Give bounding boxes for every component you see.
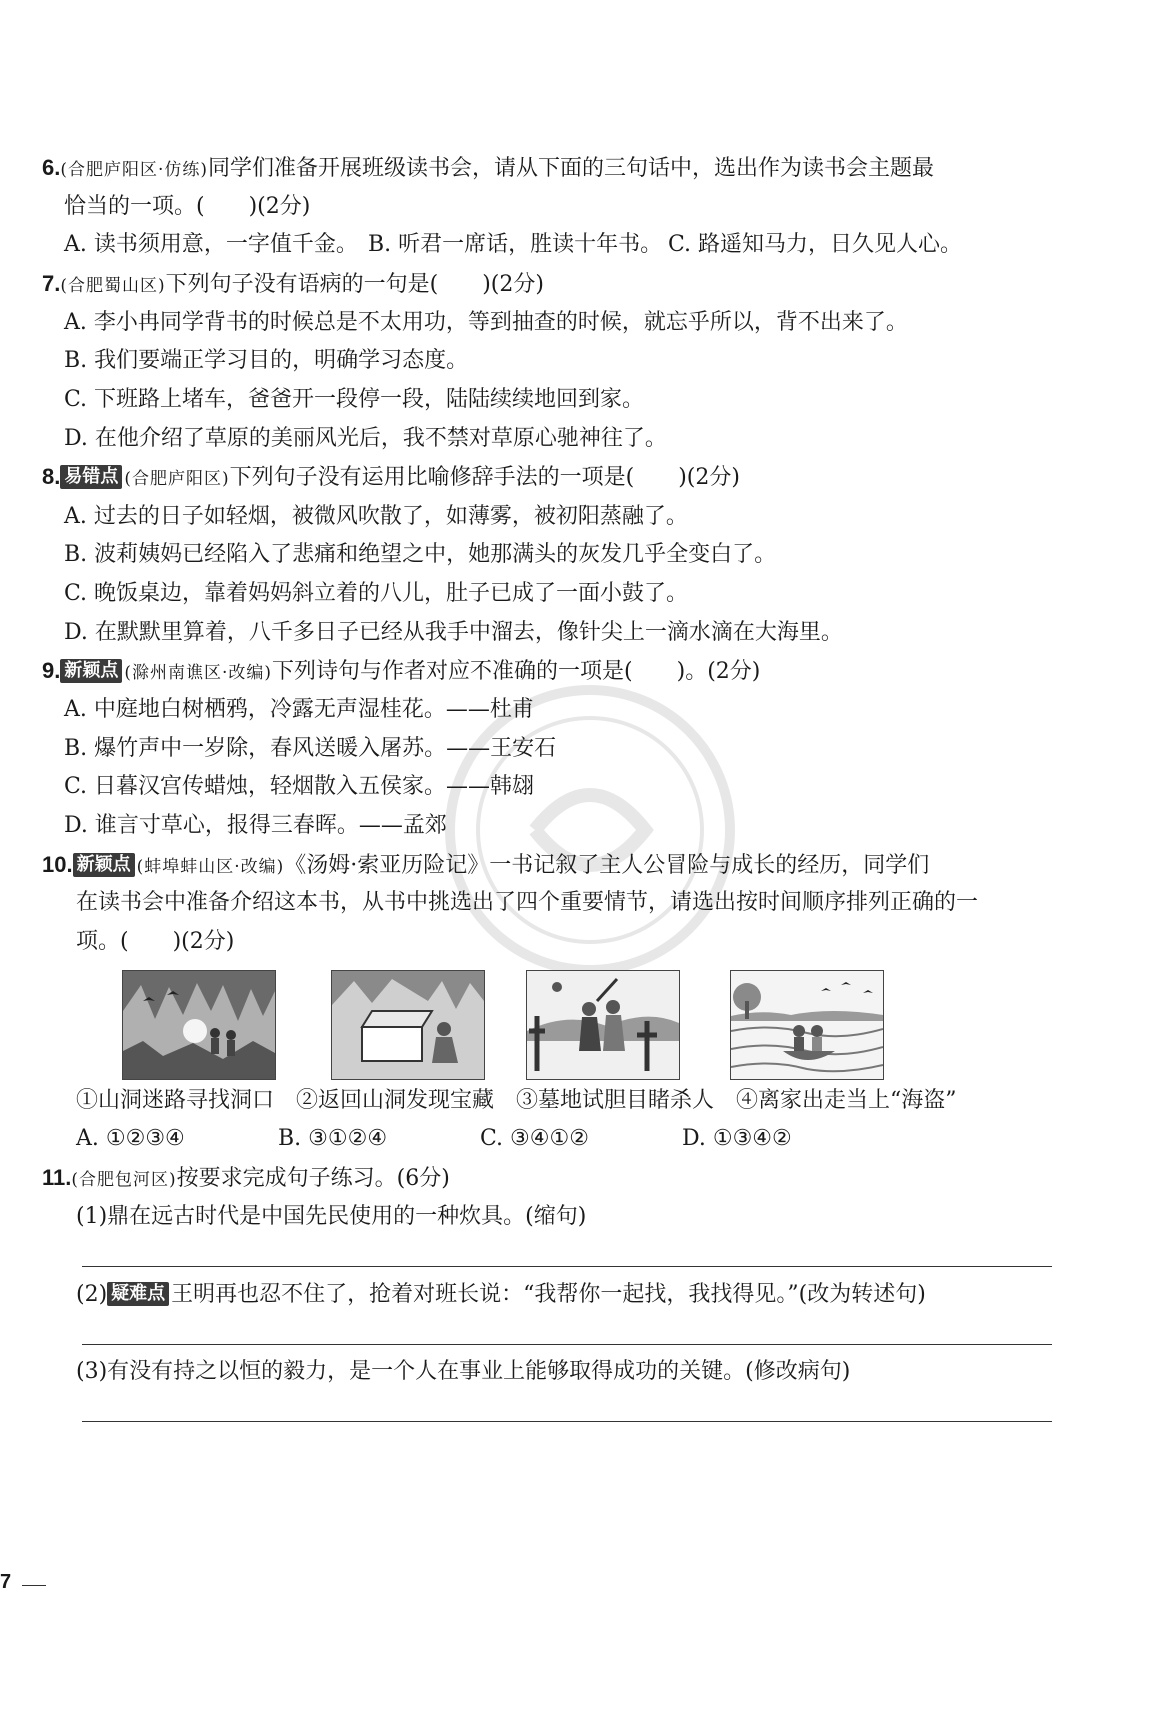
graveyard-fight-icon [526, 970, 680, 1080]
q7-option-d: D. 在他介绍了草原的美丽风光后，我不禁对草原心驰神往了。 [64, 426, 667, 451]
q10-caption-1: ①山洞迷路寻找洞口 [76, 1088, 275, 1113]
q9-stem-text: 下列诗句与作者对应不准确的一项是( )。(2分) [272, 659, 761, 684]
q6-option-a: A. 读书须用意，一字值千金。 [64, 232, 358, 257]
q6-option-b: B. 听君一席话，胜读十年书。 [368, 232, 663, 257]
q7-stem [42, 269, 544, 301]
q9-option-d: D. 谁言寸草心，报得三春晖。——孟郊 [64, 813, 447, 838]
q7-stem-text: 下列句子没有语病的一句是( )(2分) [165, 272, 544, 297]
q11-sub2-tag-badge: 疑难点 [107, 1282, 169, 1306]
page-number: 7 [0, 1571, 12, 1593]
q8-stem [42, 462, 740, 494]
q8-option-d: D. 在默默里算着，八千多日子已经从我手中溜去，像针尖上一滴水滴在大海里。 [64, 620, 843, 645]
q10-option-a: A. ①②③④ [76, 1126, 185, 1151]
q11-stem-text: 按要求完成句子练习。(6分) [176, 1166, 450, 1191]
page-number-dash [22, 1585, 46, 1586]
q9-number: 9. [42, 658, 61, 683]
q6-source: (合肥庐阳区·仿练) [60, 160, 209, 180]
q8-option-a: A. 过去的日子如轻烟，被微风吹散了，如薄雾，被初阳蒸融了。 [64, 504, 688, 529]
q10-source: (蚌埠蚌山区·改编) [136, 857, 285, 877]
q8-option-c: C. 晚饭桌边，靠着妈妈斜立着的八儿，肚子已成了一面小鼓了。 [64, 581, 689, 606]
q11-sub2-answer-line[interactable] [82, 1344, 1052, 1345]
q10-stem-line2: 在读书会中准备介绍这本书，从书中挑选出了四个重要情节，请选出按时间顺序排列正确的一 [76, 890, 979, 915]
q8-number: 8. [42, 464, 61, 489]
q10-caption-3: ③墓地试胆目睹杀人 [516, 1088, 715, 1113]
q7-option-c: C. 下班路上堵车，爸爸开一段停一段，陆陆续续地回到家。 [64, 387, 645, 412]
q6-stem-line2: 恰当的一项。( )(2分) [64, 194, 311, 219]
q6-number: 6. [42, 155, 61, 180]
q11-sub2-text: 王明再也忍不住了，抢着对班长说：“我帮你一起找，我找得见。”(改为转述句) [171, 1282, 926, 1307]
q10-option-c: C. ③④①② [480, 1126, 589, 1151]
q9-option-a: A. 中庭地白树栖鸦，冷露无声湿桂花。——杜甫 [64, 697, 534, 722]
q11-sub2-prefix: (2) [76, 1282, 108, 1307]
q8-tag-badge: 易错点 [60, 465, 122, 489]
q10-option-d: D. ①③④② [682, 1126, 792, 1151]
q11-sub3-answer-line[interactable] [82, 1421, 1052, 1422]
q9-option-b: B. 爆竹声中一岁除，春风送暖入屠苏。——王安石 [64, 736, 557, 761]
q11-sub2 [76, 1280, 926, 1310]
q11-stem [42, 1163, 450, 1195]
q9-stem [42, 656, 760, 688]
raft-pirates-icon [730, 970, 884, 1080]
q7-option-a: A. 李小冉同学背书的时候总是不太用功，等到抽查的时候，就忘乎所以，背不出来了。 [64, 310, 908, 335]
q6-stem-line1: 同学们准备开展班级读书会，请从下面的三句话中，选出作为读书会主题最 [208, 156, 935, 181]
q10-caption-4: ④离家出走当上“海盗” [736, 1088, 957, 1113]
q10-caption-2: ②返回山洞发现宝藏 [296, 1088, 495, 1113]
q7-number: 7. [42, 271, 61, 296]
q11-sub3: (3)有没有持之以恒的毅力，是一个人在事业上能够取得成功的关键。(修改病句) [76, 1359, 851, 1384]
q10-number: 10. [42, 852, 73, 877]
q10-stem-line3: 项。( )(2分) [76, 929, 235, 954]
watermark-stamp [440, 680, 740, 980]
q10-option-b: B. ③①②④ [278, 1126, 388, 1151]
q10-tag-badge: 新颖点 [73, 853, 135, 877]
q8-source: (合肥庐阳区) [124, 469, 230, 489]
cave-lost-icon [122, 970, 276, 1080]
q8-option-b: B. 波莉姨妈已经陷入了悲痛和绝望之中，她那满头的灰发几乎全变白了。 [64, 542, 777, 567]
q11-number: 11. [42, 1165, 72, 1190]
q8-stem-text: 下列句子没有运用比喻修辞手法的一项是( )(2分) [229, 465, 740, 490]
q11-sub1: (1)鼎在远古时代是中国先民使用的一种炊具。(缩句) [76, 1204, 587, 1229]
q11-source: (合肥包河区) [71, 1170, 177, 1190]
q6-option-c: C. 路遥知马力，日久见人心。 [668, 232, 963, 257]
q9-option-c: C. 日暮汉宫传蜡烛，轻烟散入五侯家。——韩翃 [64, 774, 535, 799]
q9-tag-badge: 新颖点 [60, 659, 122, 683]
q7-source: (合肥蜀山区) [60, 276, 166, 296]
q6-stem [42, 153, 934, 185]
q11-sub1-answer-line[interactable] [82, 1266, 1052, 1267]
treasure-chest-icon [331, 970, 485, 1080]
q7-option-b: B. 我们要端正学习目的，明确学习态度。 [64, 348, 469, 373]
q9-source: (滁州南谯区·改编) [124, 663, 273, 683]
q10-stem-line1: 《汤姆·索亚历险记》一书记叙了主人公冒险与成长的经历，同学们 [284, 853, 930, 878]
q10-stem [42, 850, 929, 882]
